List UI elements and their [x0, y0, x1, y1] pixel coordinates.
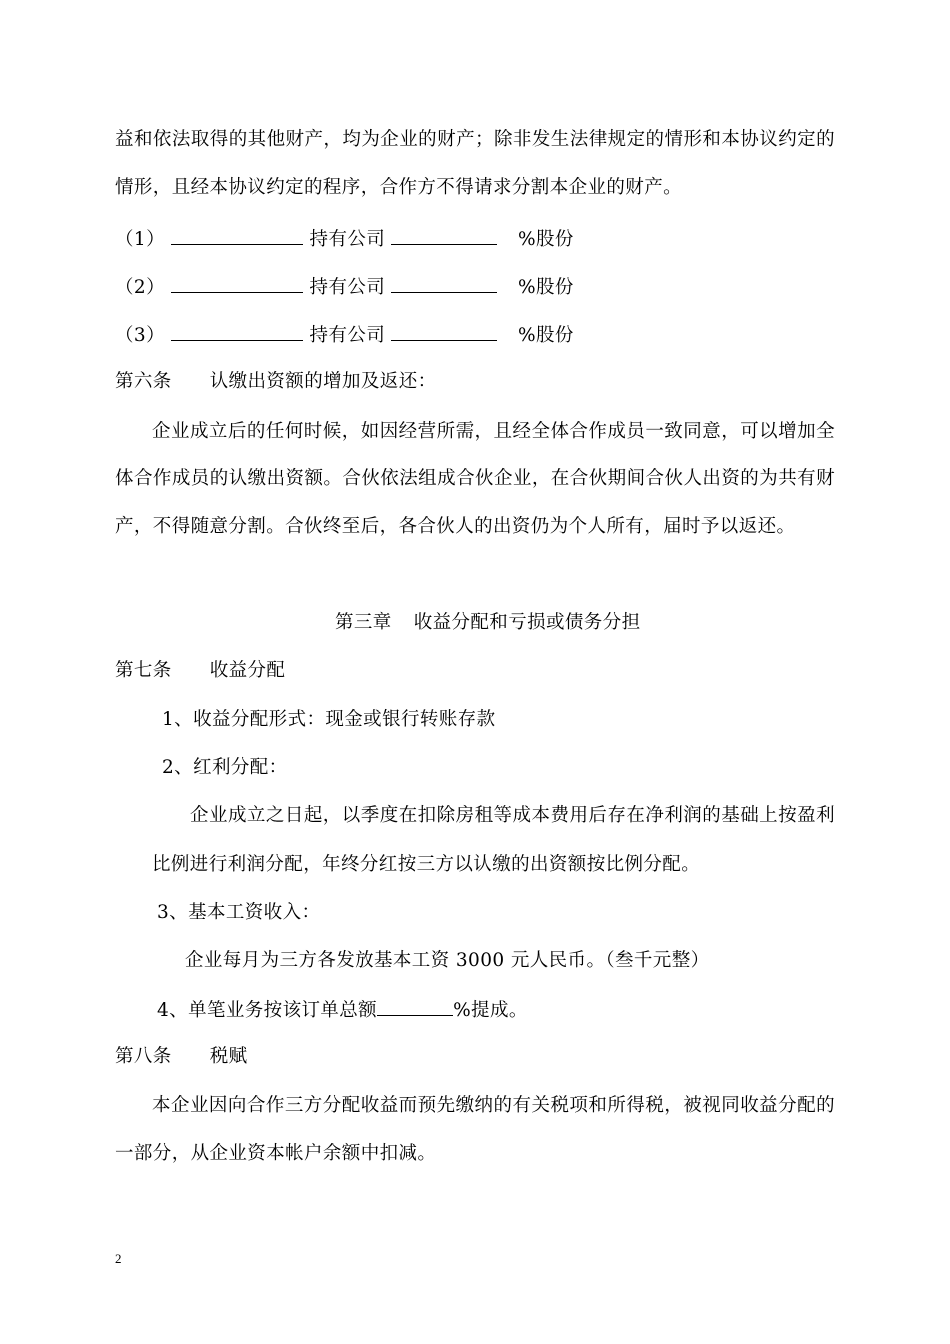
article-6-label: 第六条: [115, 371, 172, 392]
shareholder-row-3: [115, 322, 574, 348]
article-7-item-4-prefix: 4、单笔业务按该订单总额: [157, 1000, 378, 1021]
share-percent-blank[interactable]: [391, 322, 497, 341]
shareholder-name-blank[interactable]: [171, 274, 303, 293]
shareholder-holds-label: 持有公司: [309, 229, 386, 250]
article-7-item-3-text: 企业每月为三方各发放基本工资 3000 元人民币。（叁千元整）: [185, 950, 710, 971]
article-7-item-1: 1、收益分配形式：现金或银行转账存款: [162, 709, 496, 730]
article-7-label: 第七条: [115, 660, 172, 681]
article-7-item-3: 3、基本工资收入：: [157, 902, 321, 923]
article-7-item-2-line-2: 比例进行利润分配，年终分红按三方以认缴的出资额按比例分配。: [152, 854, 701, 875]
share-percent-blank[interactable]: [391, 274, 497, 293]
article-7-title: 收益分配: [209, 660, 286, 681]
article-7-heading: [115, 659, 285, 683]
article-6-title: 认缴出资额的增加及返还：: [209, 371, 437, 392]
article-7-item-4-suffix: %提成。: [453, 1000, 528, 1021]
shareholder-row-1: [115, 226, 574, 252]
chapter-3-label: 第三章: [335, 612, 392, 633]
article-8-label: 第八条: [115, 1046, 172, 1067]
shareholder-name-blank[interactable]: [171, 226, 303, 245]
article-6-line-3: 产，不得随意分割。合伙终至后，各合伙人的出资仍为个人所有，届时予以返还。: [115, 516, 796, 537]
shareholder-number: （2）: [115, 277, 165, 298]
article-6-heading: [115, 370, 437, 394]
page-number: 2: [115, 1251, 122, 1266]
article-6-line-1: 企业成立后的任何时候，如因经营所需，且经全体合作成员一致同意，可以增加全: [152, 421, 835, 442]
chapter-3-heading: [335, 611, 641, 635]
share-suffix: %股份: [518, 229, 574, 250]
article-7-item-2: 2、红利分配：: [162, 757, 288, 778]
shareholder-name-blank[interactable]: [171, 322, 303, 341]
chapter-3-title: 收益分配和亏损或债务分担: [413, 612, 641, 633]
share-suffix: %股份: [518, 277, 574, 298]
shareholder-holds-label: 持有公司: [309, 325, 386, 346]
article-6-line-2: 体合作成员的认缴出资额。合伙依法组成合伙企业，在合伙期间合伙人出资的为共有财: [115, 468, 835, 489]
article-8-line-2: 一部分，从企业资本帐户余额中扣减。: [115, 1143, 437, 1164]
shareholder-number: （3）: [115, 325, 165, 346]
shareholder-row-2: [115, 274, 574, 300]
article-7-item-4: [157, 997, 528, 1023]
shareholder-number: （1）: [115, 229, 165, 250]
article-8-title: 税赋: [209, 1046, 248, 1067]
article-8-heading: [115, 1045, 248, 1069]
share-suffix: %股份: [518, 325, 574, 346]
article-8-line-1: 本企业因向合作三方分配收益而预先缴纳的有关税项和所得税，被视同收益分配的: [152, 1095, 835, 1116]
property-paragraph-line-1: 益和依法取得的其他财产，均为企业的财产；除非发生法律规定的情形和本协议约定的: [115, 129, 835, 150]
article-7-item-2-line-1: 企业成立之日起，以季度在扣除房租等成本费用后存在净利润的基础上按盈利: [190, 805, 835, 826]
share-percent-blank[interactable]: [391, 226, 497, 245]
property-paragraph-line-2: 情形，且经本协议约定的程序，合作方不得请求分割本企业的财产。: [115, 177, 683, 198]
shareholder-holds-label: 持有公司: [309, 277, 386, 298]
commission-percent-blank[interactable]: [377, 997, 453, 1016]
